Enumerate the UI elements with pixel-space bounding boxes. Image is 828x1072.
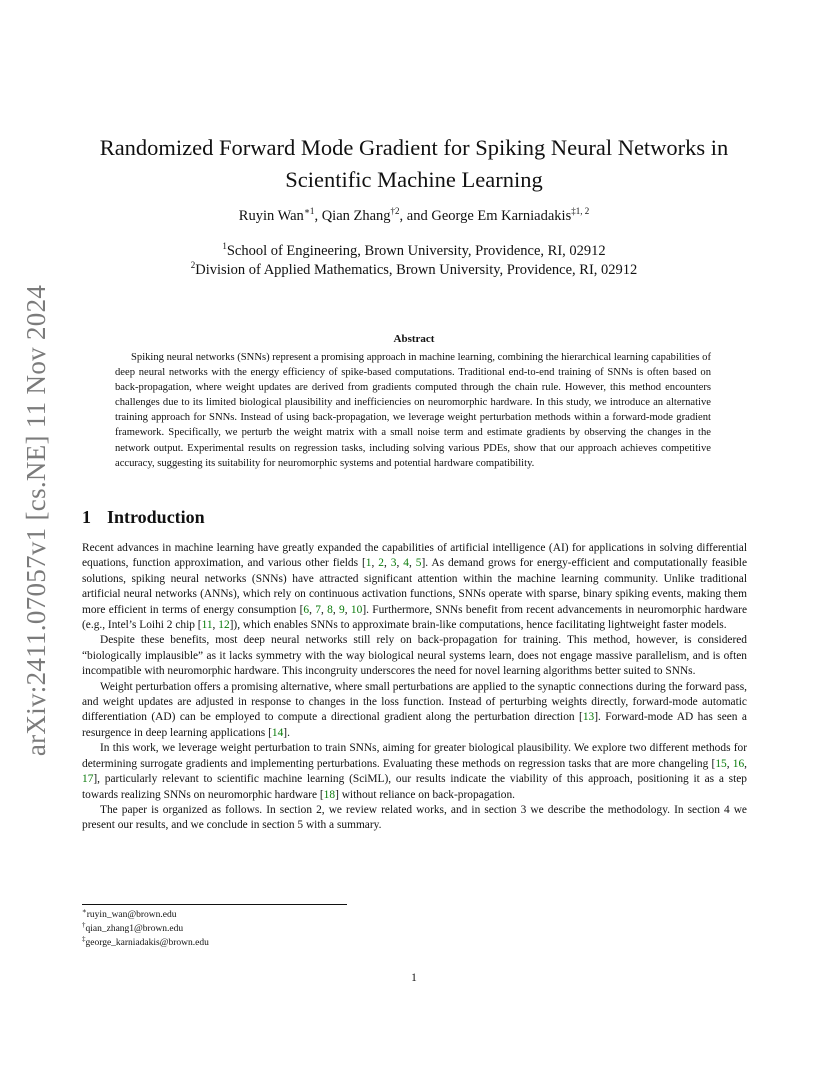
affiliation-number: 1	[222, 241, 227, 251]
paragraph-text: ,	[726, 757, 733, 770]
paragraph-text: ]), which enables SNNs to approximate brain-like computations, hence facilitating lightweight faster models.	[229, 619, 727, 632]
paragraph	[82, 541, 747, 633]
paragraph-text: In this work, we leverage weight perturbation to train SNNs, aiming for greater biological plausibility. We explore two different methods for determining surrogate gradients and implementing perturbations. Evaluating these methods on regression tasks that are more changeling [	[82, 742, 747, 770]
paragraph-text: Weight perturbation offers a promising alternative, where small perturbations are applied to the synaptic connections during the forward pass, and weight updates are adjusted in response to changes in the loss function. Instead of perturbing weights directly, forward-mode automatic differentiation (AD) can be employed to compute a directional gradient along the perturbation direction [	[82, 680, 747, 724]
paragraph-text: ,	[371, 557, 379, 570]
citation-link[interactable]: 18	[323, 788, 336, 801]
paper-title: Randomized Forward Mode Gradient for Spiking Neural Networks in Scientific Machine Learning	[99, 135, 729, 192]
arxiv-stamp	[20, 280, 54, 760]
affiliation-text: School of Engineering, Brown University, Providence, RI, 02912	[226, 243, 606, 259]
paragraph-text: ]. Forward-mode AD has seen a resurgence in deep learning applications [	[82, 711, 747, 739]
affiliation	[0, 242, 828, 261]
paragraph-text: Despite these benefits, most deep neural networks still rely on back-propagation for training. This method, however, is considered “biologically implausible” as it lacks symmetry with the way biological neural systems learn, does not engage massive parallelism, and is often incompatible with neuromorphic hardware. This incongruity underscores the need for novel learning algorithms better suited to SNNs.	[82, 634, 747, 678]
citation-link[interactable]: 17	[82, 773, 94, 786]
affiliations	[0, 242, 828, 280]
abstract-text: Spiking neural networks (SNNs) represent a promising approach in machine learning, combining the hierarchical learning capabilities of deep neural networks with the energy efficiency of spike-based computations. Traditional end-to-end training of SNNs is often based on back-propagation, where weight updates are derived from gradients computed through the chain rule. However, this method encounters challenges due to its limited biological plausibility and inefficiencies on neuromorphic hardware. In this study, we introduce an alternative training approach for SNNs. Instead of using back-propagation, we leverage weight perturbation methods within a forward-mode gradient framework. Specifically, we perturb the weight matrix with a small noise term and estimate gradients by observing the changes in the network output. Experimental results on regression tasks, including solving various PDEs, show that our approach achieves competitive accuracy, suggesting its suitability for neuromorphic systems and potential hardware compatibility.	[115, 352, 711, 469]
paragraph	[82, 803, 747, 834]
paragraph	[82, 741, 747, 803]
author-marks: ∗1	[303, 206, 315, 216]
footnote-mark: †	[82, 921, 86, 929]
section-number: 1	[82, 507, 91, 527]
paragraph-text: ,	[212, 619, 219, 632]
citation-link[interactable]: 1	[365, 557, 372, 570]
author-name: Ruyin Wan	[238, 208, 304, 224]
citation-link[interactable]: 11	[201, 619, 213, 632]
paragraph-text: ,	[344, 603, 351, 616]
footnote-email: qian_zhang1@brown.edu	[85, 924, 184, 934]
footnote-email: ruyin_wan@brown.edu	[86, 910, 177, 920]
citation-link[interactable]: 7	[315, 603, 321, 616]
author-marks: †2	[390, 206, 400, 216]
paragraph-text: ,	[383, 557, 391, 570]
citation-link[interactable]: 12	[218, 619, 230, 632]
paragraph-text: ], particularly relevant to scientific machine learning (SciML), our results indicate the viability of this approach, positioning it as a step towards realizing SNNs on neuromorphic hardware [	[82, 773, 747, 801]
citation-link[interactable]: 10	[350, 603, 363, 616]
section-heading	[82, 507, 205, 528]
footnote-divider	[82, 904, 347, 905]
footnote	[82, 936, 209, 950]
footnote-email: george_karniadakis@brown.edu	[85, 938, 209, 948]
footnote-mark: ‡	[82, 935, 86, 943]
affiliation-text: Division of Applied Mathematics, Brown University, Providence, RI, 02912	[195, 262, 638, 278]
author-name: George Em Karniadakis	[431, 208, 572, 224]
abstract-heading: Abstract	[393, 333, 435, 345]
affiliation	[0, 261, 828, 280]
paragraph	[82, 633, 747, 679]
paragraph-text: ,	[309, 603, 316, 616]
paragraph-text: ].	[283, 726, 290, 739]
paragraph-text: The paper is organized as follows. In section 2, we review related works, and in section 3 we describe the methodology. In section 4 we present our results, and we conclude in section 5 with a summary.	[82, 803, 747, 832]
paragraph-text: Recent advances in machine learning have greatly expanded the capabilities of artificial intelligence (AI) for applications in solving differential equations, function approximation, and various other fields [	[82, 542, 747, 570]
citation-link[interactable]: 3	[390, 557, 397, 570]
author-separator: , and	[399, 208, 432, 224]
page-number: 1	[411, 972, 417, 984]
paragraph-text: ,	[744, 757, 747, 770]
citation-link[interactable]: 16	[732, 757, 745, 770]
paragraph	[82, 680, 747, 742]
author-name: Qian Zhang	[321, 208, 391, 224]
paragraph-text: ]. Furthermore, SNNs benefit from recent advancements in neuromorphic hardware (e.g., Intel’s Loihi 2 chip [	[82, 603, 747, 632]
affiliation-number: 2	[190, 260, 196, 270]
citation-link[interactable]: 14	[271, 726, 284, 739]
footnote	[82, 922, 209, 936]
citation-link[interactable]: 9	[339, 603, 345, 616]
paragraph-text: ,	[332, 603, 340, 616]
paragraph-text: ] without reliance on back-propagation.	[335, 788, 516, 801]
footnote	[82, 908, 209, 922]
paragraph-text: ,	[396, 557, 404, 570]
citation-link[interactable]: 2	[378, 557, 384, 570]
introduction-body	[82, 541, 747, 834]
citation-link[interactable]: 13	[582, 711, 595, 724]
paragraph-text: ,	[408, 557, 416, 570]
citation-link[interactable]: 6	[303, 603, 310, 616]
author-marks: ‡1, 2	[571, 206, 590, 216]
author-list	[0, 208, 828, 225]
arxiv-id: arXiv:2411.07057v1 [cs.NE] 11 Nov 2024	[21, 284, 52, 756]
citation-link[interactable]: 8	[327, 603, 333, 616]
citation-link[interactable]: 4	[403, 557, 409, 570]
paragraph-text: ]. As demand grows for energy-efficient and computationally feasible solutions, spiking neural networks (SNNs) have attracted significant attention within the machine learning community. Unlike traditional artificial neural networks (ANNs), which rely on continuous activation functions, SNNs operate with sparse, binary spiking events, making them more efficient in terms of energy consumption [	[82, 557, 748, 616]
citation-link[interactable]: 15	[715, 757, 727, 770]
citation-link[interactable]: 5	[415, 557, 422, 570]
author-separator: ,	[314, 208, 322, 224]
section-title: Introduction	[107, 507, 205, 527]
footnote-mark: ∗	[82, 907, 87, 915]
paragraph-text: ,	[321, 603, 328, 616]
footnotes	[82, 908, 209, 950]
